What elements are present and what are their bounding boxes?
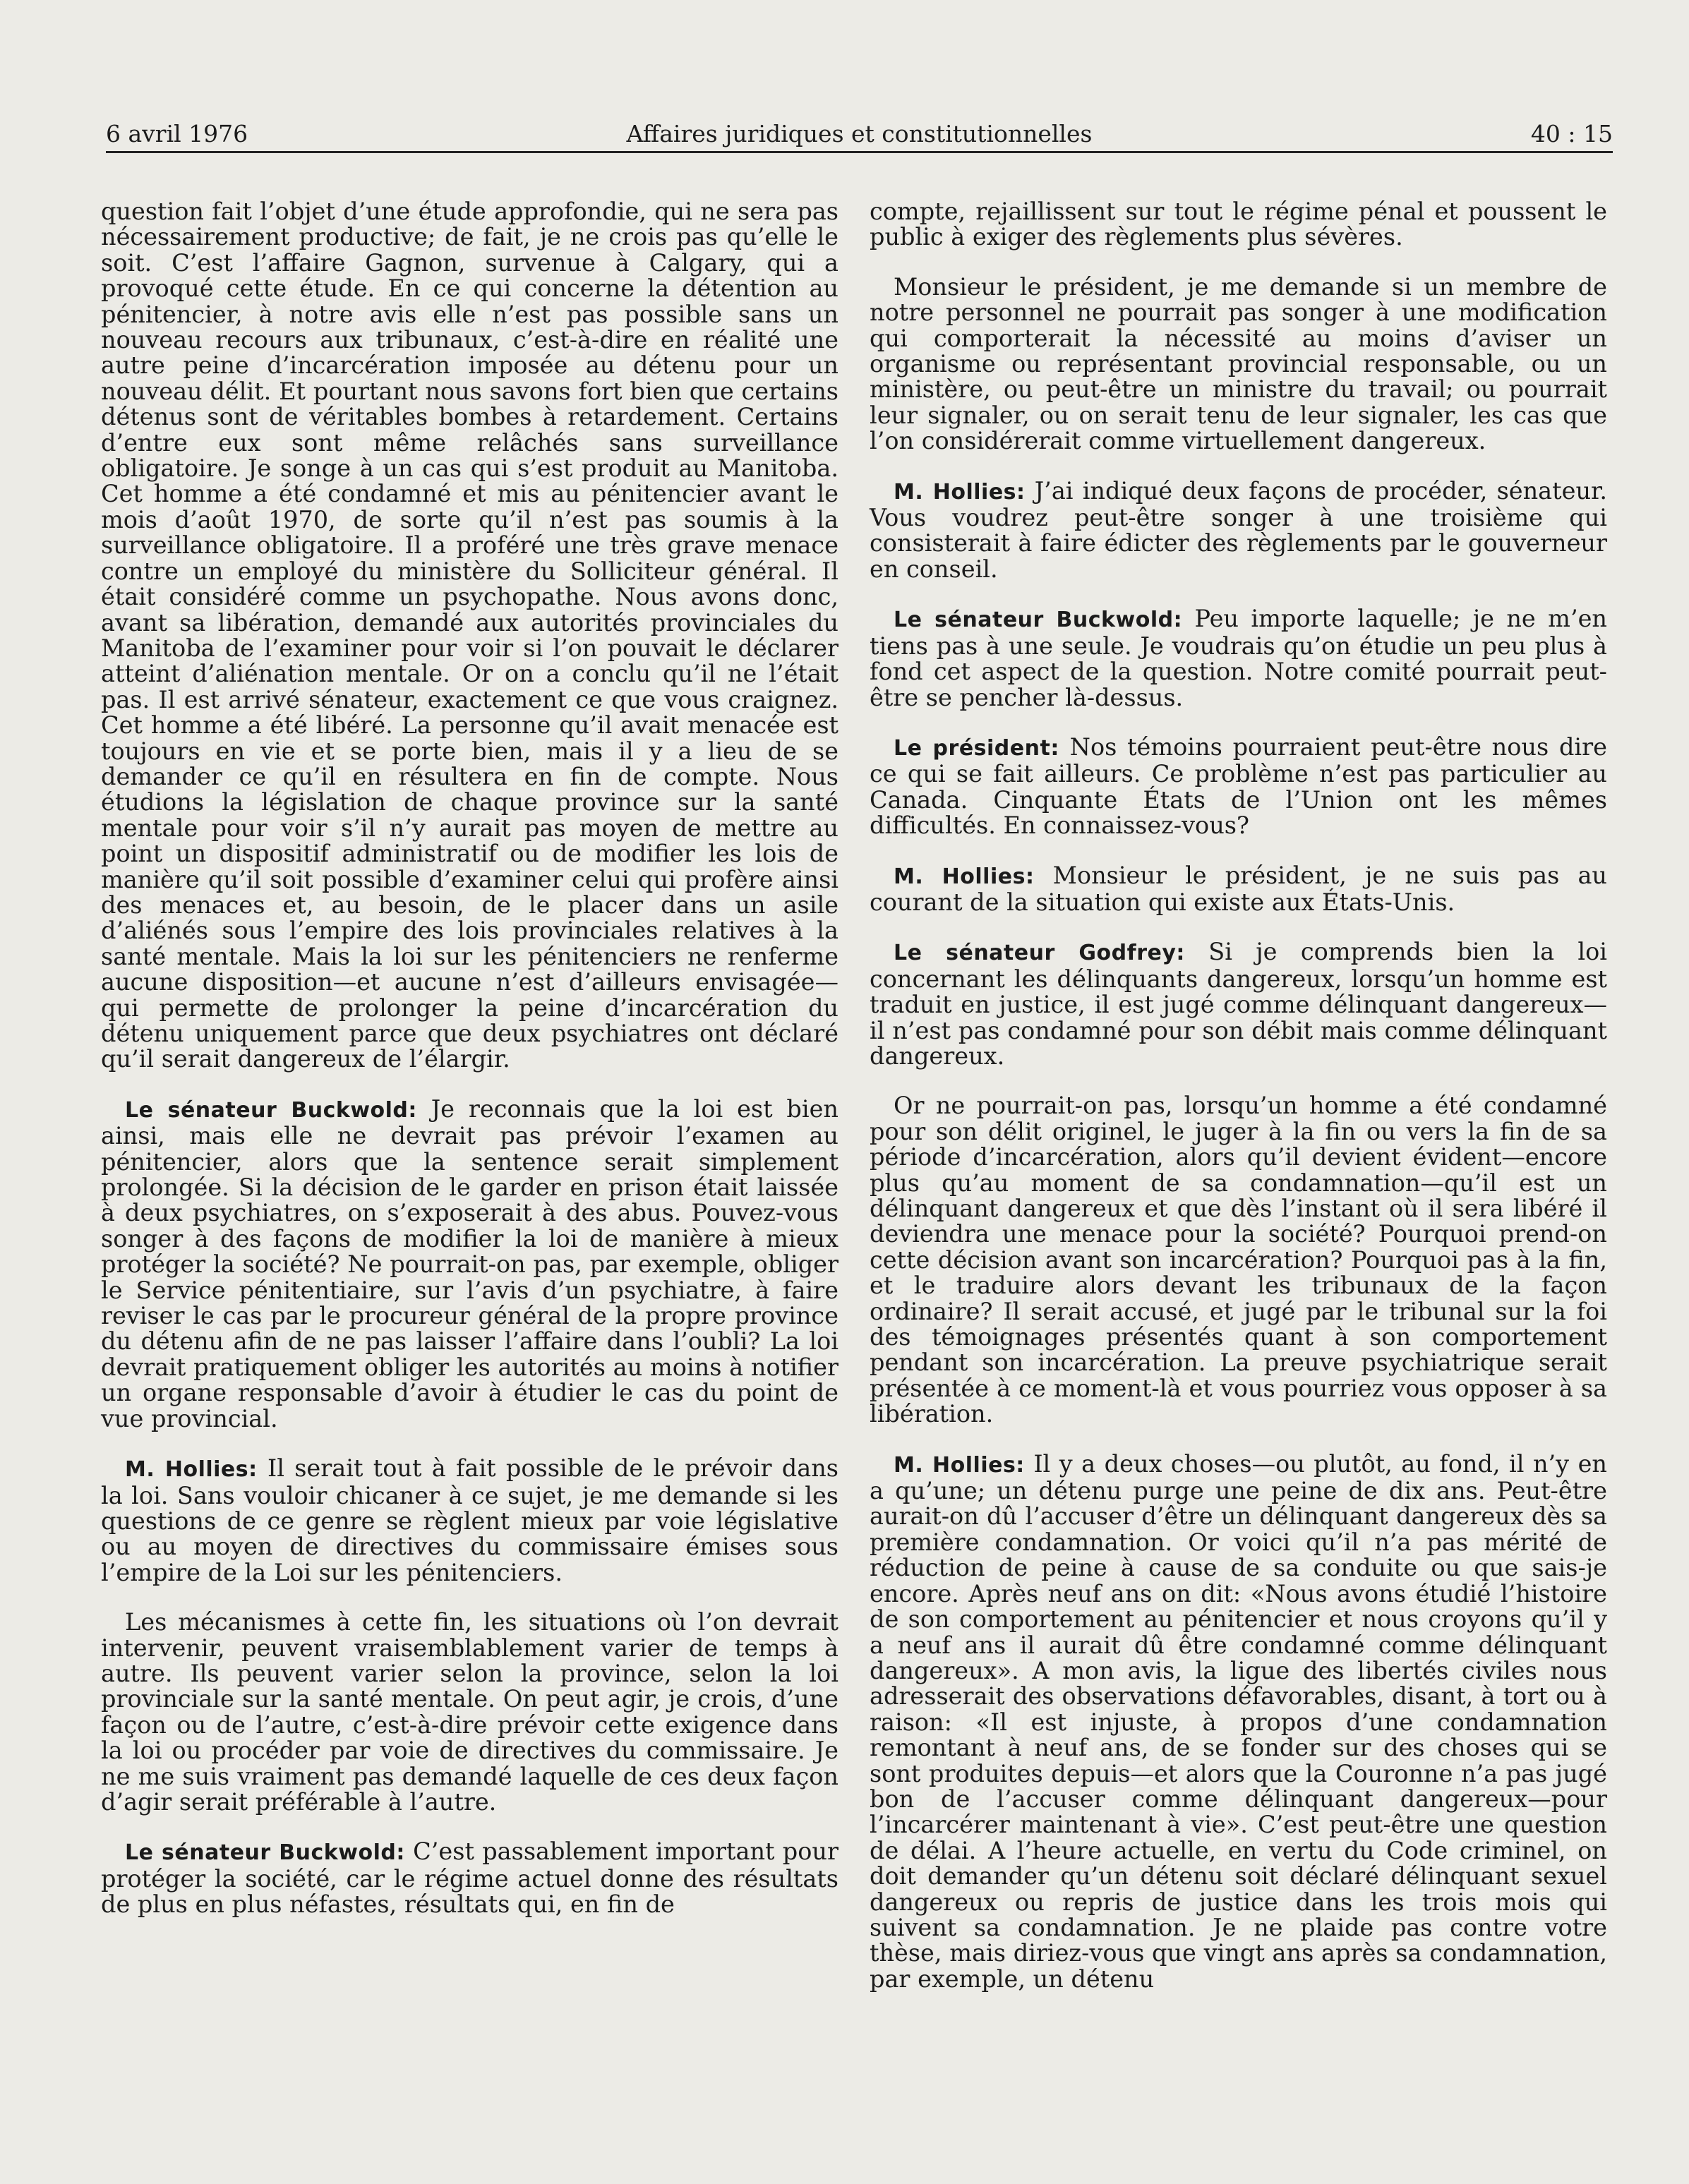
speaker-name: M. Hollies: <box>894 479 1026 505</box>
paragraph <box>101 1456 839 1586</box>
right-column <box>870 199 1607 2016</box>
paragraph-text: Nos témoins pourraient peut-être nous dire ce qui se fait ailleurs. Ce problème n’est pas particulier au Canada. Cinquante États de l’Union ont les mêmes difficultés. En connaissez-vous? <box>870 732 1607 840</box>
paragraph-text: Si je comprends bien la loi concernant les délinquants dangereux, lorsqu’un homme est traduit en justice, il est jugé comme délinquant dangereux—il n’est pas condamné pour son débit mais comme délinquant dangereux. <box>870 938 1608 1070</box>
speaker-name: Le sénateur Buckwold: <box>125 1840 405 1866</box>
paragraph <box>870 199 1607 251</box>
paragraph <box>101 1839 839 1917</box>
speaker-name: M. Hollies: <box>125 1457 258 1483</box>
paragraph <box>101 199 839 1073</box>
paragraph-text: question fait l’objet d’une étude approfondie, qui ne sera pas nécessairement productive; de fait, je ne crois pas qu’elle le soit. C’est l’affaire Gagnon, survenue à Calgary, qui a provoqué cette étude. En ce qui concerne la détention au pénitencier, à notre avis elle n’est pas possible sans un nouveau recours aux tribunaux, c’est-à-dire en réalité une autre peine d’incarcération imposée au détenu pour un nouveau délit. Et pourtant nous savons fort bien que certains détenus sont de véritables bombes à retardement. Certains d’entre eux sont même relâchés sans surveillance obligatoire. Je songe à un cas qui s’est produit au Manitoba. Cet homme a été condamné et mis au pénitencier avant le mois d’août 1970, de sorte qu’il n’est pas soumis à la surveillance obligatoire. Il a proféré une très grave menace contre un employé du ministère du Solliciteur général. Il était considéré comme un psychopathe. Nous avons donc, avant sa libération, demandé aux autorités provinciales du Manitoba de l’examiner pour voir si l’on pouvait le déclarer atteint d’aliénation mentale. Or on a conclu qu’il ne l’était pas. Il est arrivé sénateur, exactement ce que vous craignez. Cet homme a été libéré. La personne qu’il avait menacée est toujours en vie et se porte bien, mais il y a lieu de se demander ce qu’il en résultera en fin de compte. Nous étudions la législation de chaque province sur la santé mentale pour voir s’il n’y aurait pas moyen de mettre au point un dispositif administratif ou de modifier les lois de manière qu’il soit possible d’examiner celui qui profère ainsi des menaces et, au besoin, de le placer dans un asile d’aliénés sous l’empire des lois provinciales relatives à la santé mentale. Mais la loi sur les pénitenciers ne renferme aucune disposition—et aucune n’est d’ailleurs envisagée—qui permette de prolonger la peine d’incarcération du détenu uniquement parce que deux psychiatres ont déclaré qu’il serait dangereux de l’élargir. <box>101 198 839 1073</box>
paragraph-text: C’est passablement important pour protéger la société, car le régime actuel donne des résultats de plus en plus néfastes, résultats qui, en fin de <box>101 1838 839 1919</box>
paragraph-text: Monsieur le président, je ne suis pas au courant de la situation qui existe aux États-Unis. <box>870 861 1607 916</box>
paragraph <box>870 1449 1607 1993</box>
paragraph <box>870 732 1607 840</box>
header-date: 6 avril 1976 <box>106 120 248 147</box>
speaker-name: Le sénateur Buckwold: <box>125 1097 417 1123</box>
paragraph-text: Il y a deux choses—ou plutôt, au fond, il n’y en a qu’une; un détenu purge une peine de dix ans. Peut-être aurait-on dû l’accuser d’être un délinquant dangereux dès sa première condamnation. Or voici qu’il n’a pas mérité de réduction de peine à cause de sa conduite ou que sais-je encore. Après neuf ans on dit: «Nous avons étudié l’histoire de son comportement au pénitencier et nous croyons qu’il y a neuf ans il aurait dû être condamné comme délinquant dangereux». A mon avis, la ligue des libertés civiles nous adresserait des observations défavorables, disant, à tort ou à raison: «Il est injuste, à propos d’une condamnation remontant à neuf ans, de se fonder sur des choses qui se sont produites depuis—et alors que la Couronne n’a pas jugé bon de l’accuser comme délinquant dangereux—pour l’incarcérer maintenant à vie». C’est peut-être une question de délai. A l’heure actuelle, en vertu du Code criminel, on doit demander qu’un détenu soit déclaré délinquant sexuel dangereux ou repris de justice dans les trois mois qui suivent sa condamnation. Je ne plaide pas contre votre thèse, mais diriez-vous que vingt ans après sa condamnation, par exemple, un détenu <box>870 1449 1607 1993</box>
paragraph <box>870 863 1607 916</box>
paragraph <box>101 1610 839 1815</box>
paragraph <box>870 478 1607 583</box>
header-title: Affaires juridiques et constitutionnelles <box>626 120 1093 147</box>
left-column <box>101 199 839 1942</box>
paragraph-text: Je reconnais que la loi est bien ainsi, mais elle ne devrait pas prévoir l’examen au pénitencier, alors que la sentence serait simplement prolongée. Si la décision de le garder en prison était laissée à deux psychiatres, on s’exposerait à des abus. Pouvez-vous songer à des façons de modifier la loi de manière à mieux protéger la société? Ne pourrait-on pas, par exemple, obliger le Service pénitentiaire, sur l’avis d’un psychiatre, à faire reviser le cas par le procureur général de la propre province du détenu afin de ne pas laisser l’affaire dans l’oubli? La loi devrait pratiquement obliger les autorités au moins à notifier un organe responsable d’avoir à étudier le cas du point de vue provincial. <box>101 1094 839 1432</box>
paragraph-text: J’ai indiqué deux façons de procéder, sénateur. Vous voudrez peut-être songer à une troisième qui consisterait à faire édicter des règlements par le gouverneur en conseil. <box>870 476 1608 583</box>
paragraph-text: compte, rejaillissent sur tout le régime pénal et poussent le public à exiger des règlements plus sévères. <box>870 198 1607 251</box>
speaker-name: M. Hollies: <box>894 1452 1025 1478</box>
paragraph <box>870 1093 1607 1427</box>
paragraph-text: Peu importe laquelle; je ne m’en tiens pas à une seule. Je voudrais qu’on étudie un peu plus à fond cet aspect de la question. Notre comité pourrait peut-être se pencher là-dessus. <box>870 605 1607 711</box>
paragraph-text: Il serait tout à fait possible de le prévoir dans la loi. Sans vouloir chicaner à ce sujet, je me demande si les questions de ce genre se règlent mieux par voie législative ou au moyen de directives du commissaire émises sous l’empire de la Loi sur les pénitenciers. <box>101 1454 839 1586</box>
paragraph-text: Les mécanismes à cette fin, les situations où l’on devrait intervenir, peuvent vraisemblablement varier de temps à autre. Ils peuvent varier selon la province, selon la loi provinciale sur la santé mentale. On peut agir, je crois, d’une façon ou de l’autre, c’est-à-dire prévoir cette exigence dans la loi ou procéder par voie de directives du commissaire. Je ne me suis vraiment pas demandé laquelle de ces deux façon d’agir serait préférable à l’autre. <box>101 1608 839 1816</box>
paragraph-text: Or ne pourrait-on pas, lorsqu’un homme a été condamné pour son délit originel, le juger à la fin ou vers la fin de sa période d’incarcération, alors qu’il devient évident—encore plus qu’au moment de sa condamnation—qu’il est un délinquant dangereux et que dès l’instant où il sera libéré il deviendra une menace pour la société? Pourquoi prend-on cette décision avant son incarcération? Pourquoi pas à la fin, et le traduire alors devant les tribunaux de la façon ordinaire? Il serait accusé, et jugé par le tribunal sur la foi des témoignages présentés quant à son comportement pendant son incarcération. La preuve psychiatrique serait présentée à ce moment-là et vous pourriez vous opposer à sa libération. <box>870 1092 1607 1428</box>
header-page-number: 40 : 15 <box>1530 120 1613 147</box>
header-rule <box>106 151 1613 153</box>
paragraph <box>870 939 1607 1069</box>
speaker-name: Le sénateur Buckwold: <box>894 608 1183 633</box>
paragraph <box>870 606 1607 711</box>
paragraph-text: Monsieur le président, je me demande si un membre de notre personnel ne pourrait pas songer à une modification qui comporterait la nécessité au moins d’aviser un organisme ou représentant provincial responsable, ou un ministère, ou peut-être un ministre du travail; ou pourrait leur signaler, ou on serait tenu de leur signaler, les cas que l’on considérerait comme virtuellement dangereux. <box>870 272 1607 455</box>
speaker-name: M. Hollies: <box>894 864 1035 889</box>
speaker-name: Le sénateur Godfrey: <box>894 941 1185 966</box>
paragraph <box>101 1094 839 1432</box>
paragraph <box>870 274 1607 454</box>
running-header <box>106 116 1613 152</box>
speaker-name: Le président: <box>894 735 1059 761</box>
